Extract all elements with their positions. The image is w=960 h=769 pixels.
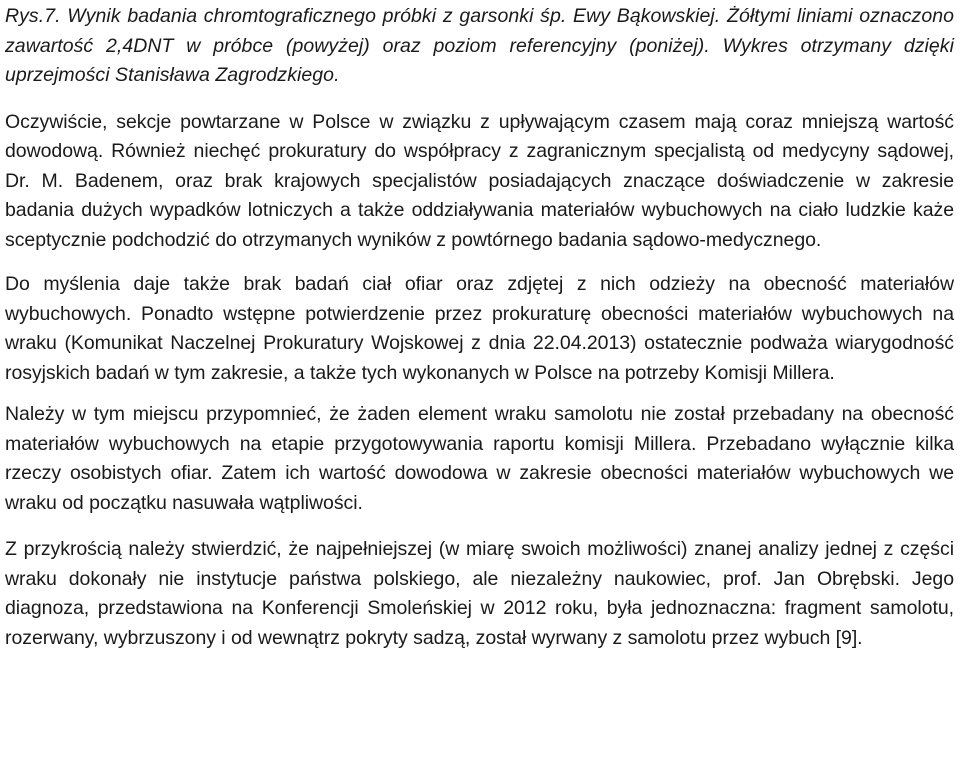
paragraph-1: Oczywiście, sekcje powtarzane w Polsce w związku z upływającym czasem mają coraz mniejszą wartość dowodową. Również niechęć prokuratury do współpracy z zagranicznym specjalistą od medycyny sądowej, Dr. M. Badenem, oraz brak krajowych specjalistów posiadających znaczące doświadczenie w zakresie badania dużych wypadków lotniczych a także oddziaływania materiałów wybuchowych na ciało ludzkie każe sceptycznie podchodzić do otrzymanych wyników z powtórnego badania sądowo-medycznego. — [5, 110, 954, 251]
paragraph-4: Z przykrością należy stwierdzić, że najpełniejszej (w miarę swoich możliwości) znanej analizy jednej z części wraku dokonały nie instytucje państwa polskiego, ale niezależny naukowiec, prof. Jan Obrębski. Jego diagnoza, przedstawiona na Konferencji Smoleńskiej w 2012 roku, była jednoznaczna: fragment samolotu, rozerwany, wybrzuszony i od wewnątrz pokryty sadzą, został wyrwany z samolotu przez wybuch [9]. — [5, 538, 954, 649]
paragraph-3: Należy w tym miejscu przypomnieć, że żaden element wraku samolotu nie został przebadany na obecność materiałów wybuchowych na etapie przygotowywania raportu komisji Millera. Przebadano wyłącznie kilka rzeczy osobistych ofiar. Zatem ich wartość dowodowa w zakresie obecności materiałów wybuchowych we wraku od początku nasuwała wątpliwości. — [5, 403, 954, 514]
figure-caption: Rys.7. Wynik badania chromtograficznego próbki z garsonki śp. Ewy Bąkowskiej. Żółtymi liniami oznaczono zawartość 2,4DNT w próbce (powyżej) oraz poziom referencyjny (poniżej). Wykres otrzymany dzięki uprzejmości Stanisława Zagrodzkiego. — [5, 5, 954, 86]
paragraph-2: Do myślenia daje także brak badań ciał ofiar oraz zdjętej z nich odzieży na obecność materiałów wybuchowych. Ponadto wstępne potwierdzenie przez prokuraturę obecności materiałów wybuchowych na wraku (Komunikat Naczelnej Prokuratury Wojskowej z dnia 22.04.2013) ostatecznie podważa wiarygodność rosyjskich badań w tym zakresie, a także tych wykonanych w Polsce na potrzeby Komisji Millera. — [5, 273, 954, 384]
